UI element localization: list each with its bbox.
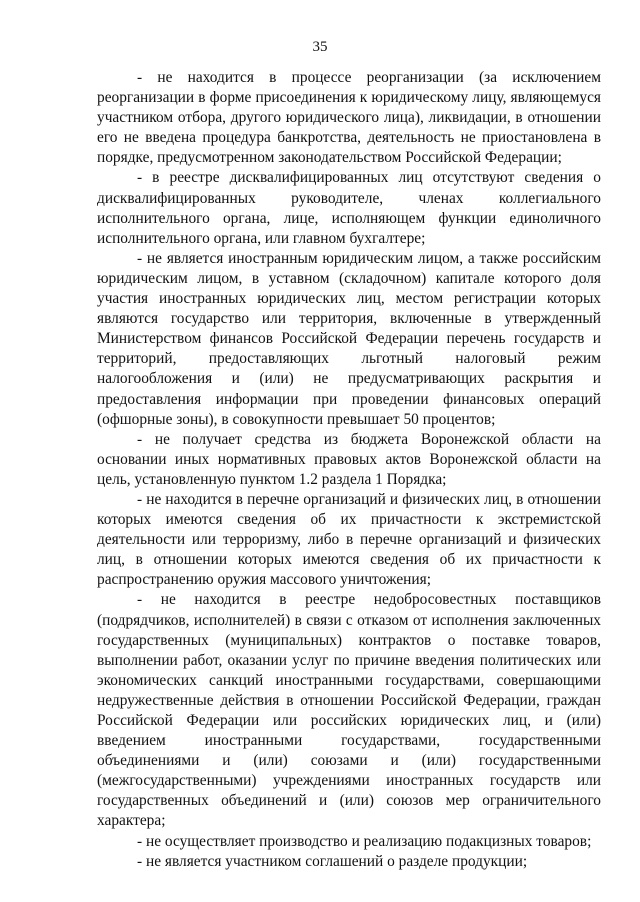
document-body <box>97 68 601 872</box>
paragraph-budget-funds: - не получает средства из бюджета Воронежской области на основании иных нормативных правовых актов Воронежской области на цель, установленную пунктом 1.2 раздела 1 Порядка; <box>97 430 601 488</box>
paragraph-production-sharing: - не является участником соглашений о разделе продукции; <box>137 852 528 870</box>
paragraph-foreign-entity: - не является иностранным юридическим лицом, а также российским юридическим лицом, в уставном (складочном) капитале которого доля участия иностранных юридических лиц, местом регистрации которых являются государство или территория, включенные в утвержденный Министерством финансов Российской Федерации перечень государств и территорий, предоставляющих льготный налоговый режим налогообложения и (или) не предусматривающих раскрытия и предоставления информации при проведении финансовых операций (офшорные зоны), в совокупности превышает 50 процентов; <box>97 249 601 428</box>
paragraph-excise-goods: - не осуществляет производство и реализацию подакцизных товаров; <box>137 832 592 850</box>
paragraph-disqualified-persons: - в реестре дисквалифицированных лиц отсутствуют сведения о дисквалифицированных руководителе, членах коллегиального исполнительного органа, лице, исполняющем функции единоличного исполнительного органа, или главном бухгалтере; <box>97 169 601 247</box>
paragraph-extremism-list: - не находится в перечне организаций и физических лиц, в отношении которых имеются сведения об их причастности к экстремистской деятельности или терроризму, либо в перечне организаций и физических лиц, в отношении которых имеются сведения об их причастности к распространению оружия массового уничтожения; <box>97 490 601 589</box>
page-number: 35 <box>312 39 328 55</box>
paragraph-unfair-suppliers: - не находится в реестре недобросовестных поставщиков (подрядчиков, исполнителей) в связи с отказом от исполнения заключенных государственных (муниципальных) контрактов о поставке товаров, выполнении работ, оказании услуг по причине введения политических или экономических санкций иностранными государствами, совершающими недружественные действия в отношении Российской Федерации, граждан Российской Федерации или российских юридических лиц, и (или) введением иностранными государствами, государственными объединениями и (или) союзами и (или) государственными (межгосударственными) учреждениями иностранных государств или государственных объединений и (или) союзов мер ограничительного характера; <box>97 591 601 830</box>
paragraph-reorganization: - не находится в процессе реорганизации (за исключением реорганизации в форме присоединения к юридическому лицу, являющемуся участником отбора, другого юридического лица), ликвидации, в отношении его не введена процедура банкротства, деятельность не приостановлена в порядке, предусмотренном законодательством Российской Федерации; <box>97 69 601 167</box>
